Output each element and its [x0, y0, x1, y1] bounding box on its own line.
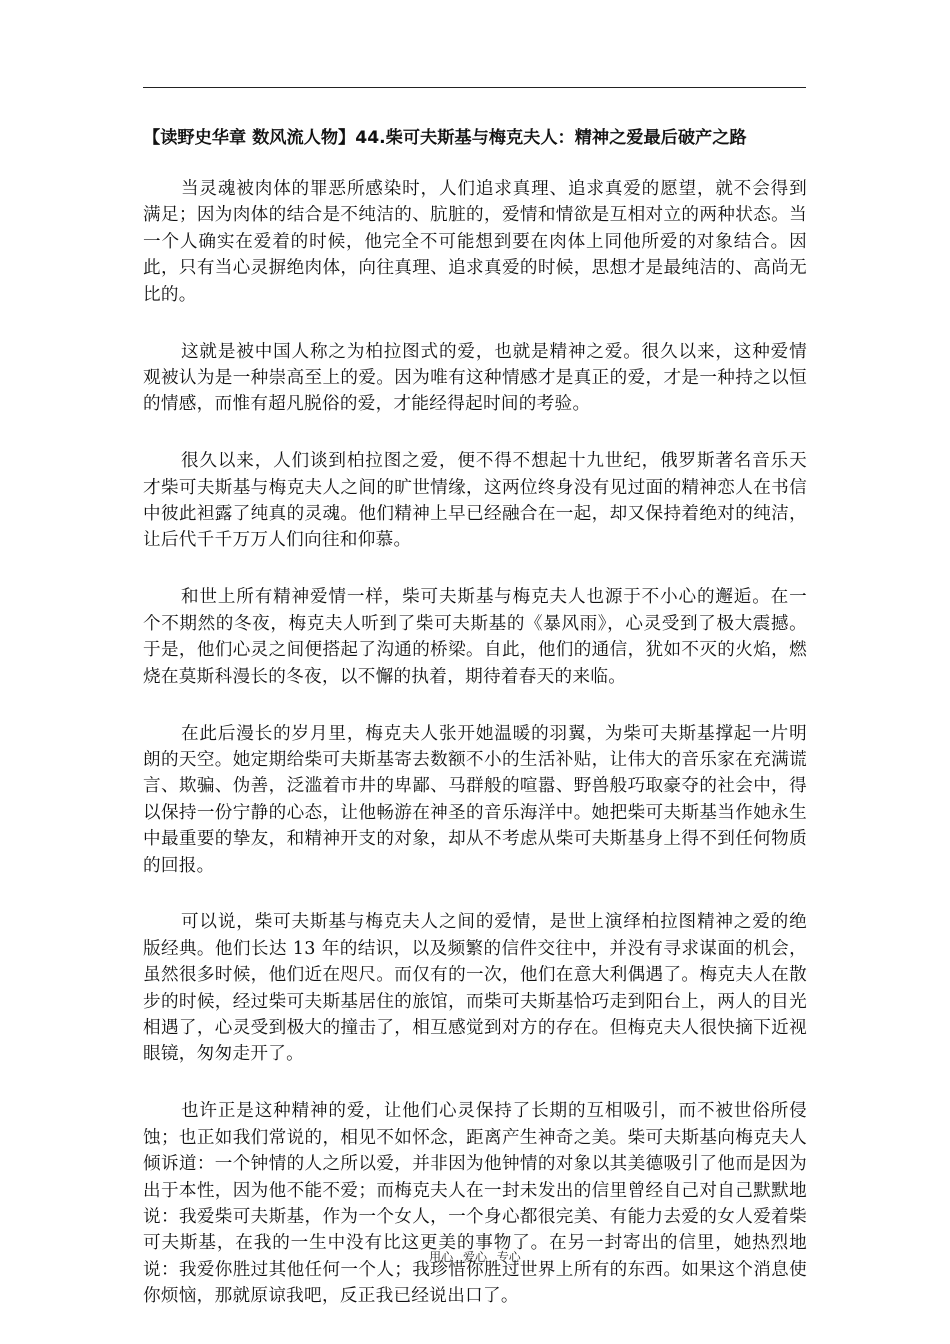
paragraph-1: 当灵魂被肉体的罪恶所感染时，人们追求真理、追求真爱的愿望，就不会得到满足；因为肉体的结合是不纯洁的、肮脏的，爱情和情欲是互相对立的两种状态。当一个人确实在爱着的时候，他完全不可能想到要在肉体上同他所爱的对象结合。因此，只有当心灵摒绝肉体，向往真理、追求真爱的时候，思想才是最纯洁的、高尚无比的。 — [143, 179, 807, 305]
header-rule — [143, 87, 806, 88]
page-footer: 用心 爱心 专心 — [429, 1250, 521, 1264]
document-body — [143, 176, 807, 1340]
paragraph-6: 可以说，柴可夫斯基与梅克夫人之间的爱情，是世上演绎柏拉图精神之爱的绝版经典。他们长达 13 年的结识，以及频繁的信件交往中，并没有寻求谋面的机会，虽然很多时候，他们近在咫尺。而仅有的一次，他们在意大利偶遇了。梅克夫人在散步的时候，经过柴可夫斯基居住的旅馆，而柴可夫斯基恰巧走到阳台上，两人的目光相遇了，心灵受到极大的撞击了，相互感觉到对方的存在。但梅克夫人很快摘下近视眼镜，匆匆走开了。 — [143, 912, 807, 1065]
paragraph-3: 很久以来，人们谈到柏拉图之爱，便不得不想起十九世纪，俄罗斯著名音乐天才柴可夫斯基与梅克夫人之间的旷世情缘，这两位终身没有见过面的精神恋人在书信中彼此袒露了纯真的灵魂。他们精神上早已经融合在一起，却又保持着绝对的纯洁，让后代千千万万人们向往和仰慕。 — [143, 451, 807, 551]
paragraph-7: 也许正是这种精神的爱，让他们心灵保持了长期的互相吸引，而不被世俗所侵蚀；也正如我们常说的，相见不如怀念，距离产生神奇之美。柴可夫斯基向梅克夫人倾诉道：一个钟情的人之所以爱，并非因为他钟情的对象以其美德吸引了他而是因为出于本性，因为他不能不爱；而梅克夫人在一封未发出的信里曾经自己对自己默默地说：我爱柴可夫斯基，作为一个女人，一个身心都很完美、有能力去爱的女人爱着柴可夫斯基，在我的一生中没有比这更美的事物了。在另一封寄出的信里，她热烈地说：我爱你胜过其他任何一个人；我珍惜你胜过世界上所有的东西。如果这个消息使你烦恼，那就原谅我吧，反正我已经说出口了。 — [143, 1101, 807, 1307]
paragraph-4: 和世上所有精神爱情一样，柴可夫斯基与梅克夫人也源于不小心的邂逅。在一个不期然的冬夜，梅克夫人听到了柴可夫斯基的《暴风雨》，心灵受到了极大震撼。于是，他们心灵之间便搭起了沟通的桥梁。自此，他们的通信，犹如不灭的火焰，燃烧在莫斯科漫长的冬夜，以不懈的执着，期待着春天的来临。 — [143, 587, 807, 687]
paragraph-2: 这就是被中国人称之为柏拉图式的爱，也就是精神之爱。很久以来，这种爱情观被认为是一种崇高至上的爱。因为唯有这种情感才是真正的爱，才是一种持之以恒的情感，而惟有超凡脱俗的爱，才能经得起时间的考验。 — [143, 341, 807, 415]
document-title: 【读野史华章 数风流人物】44.柴可夫斯基与梅克夫人：精神之爱最后破产之路 — [143, 128, 747, 148]
paragraph-5: 在此后漫长的岁月里，梅克夫人张开她温暖的羽翼，为柴可夫斯基撑起一片明朗的天空。她定期给柴可夫斯基寄去数额不小的生活补贴，让伟大的音乐家在充满谎言、欺骗、伪善，泛滥着市井的卑鄙、马群般的喧嚣、野兽般巧取豪夺的社会中，得以保持一份宁静的心态，让他畅游在神圣的音乐海洋中。她把柴可夫斯基当作她永生中最重要的挚友，和精神开支的对象，却从不考虑从柴可夫斯基身上得不到任何物质的回报。 — [143, 723, 807, 876]
